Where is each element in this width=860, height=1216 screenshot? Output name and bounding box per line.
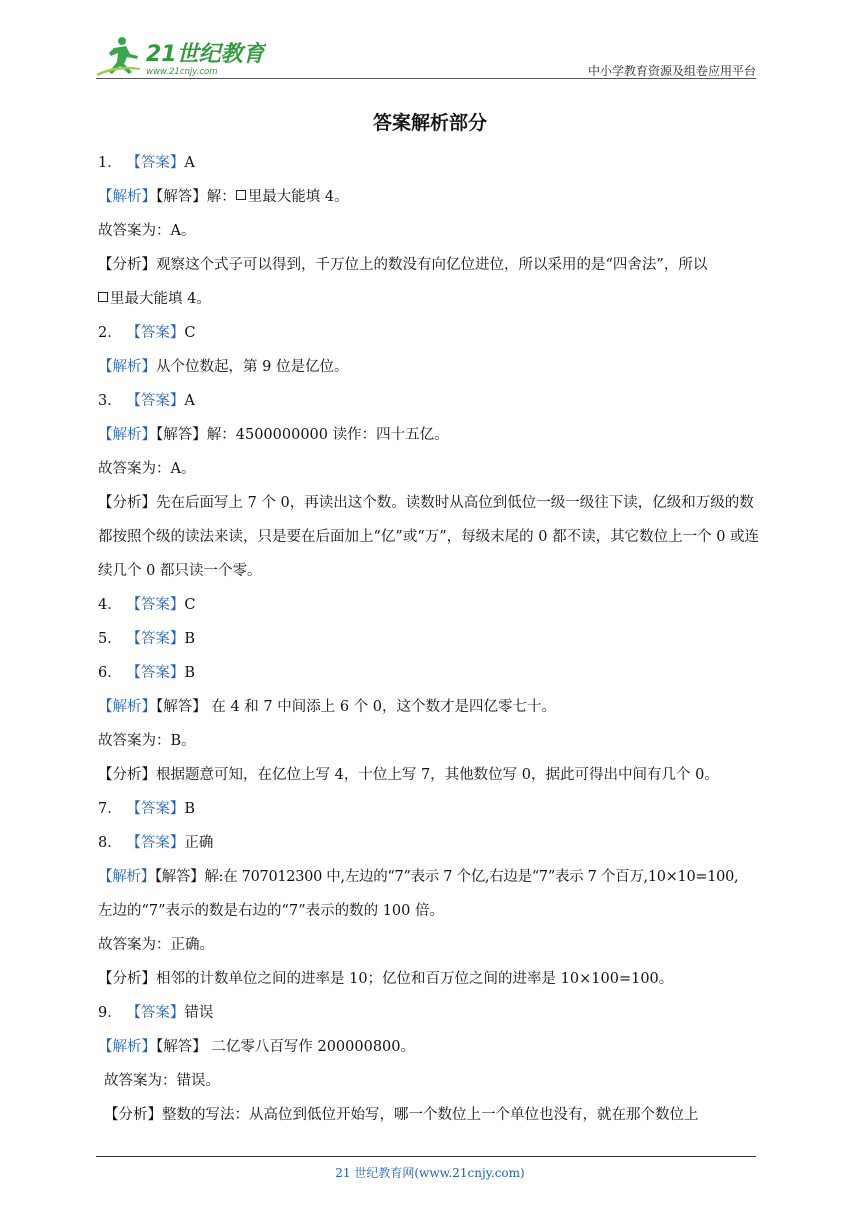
conclusion-q9: 故答案为：错误。 (104, 1073, 220, 1089)
conclusion-q1: 故答案为：A。 (98, 223, 196, 239)
answer-line-q9: 9． 【答案】错误 (98, 1005, 214, 1021)
solution-line-q6: 【解析】【解答】 在 4 和 7 中间添上 6 个 0，这个数才是四亿零七十。 (98, 699, 557, 715)
logo-url: www.21cnjy.com (146, 67, 218, 77)
logo-text: 21世纪教育 (146, 42, 265, 67)
platform-name: 中小学教育资源及组卷应用平台 (587, 64, 756, 78)
fenxi-q3: 【分析】先在后面写上 7 个 0，再读出这个数。读数时从高位到低位一级一级往下读，亿级和万级的数都按照个级的读法来读，只是要在后面加上“亿”或“万”，每级末尾的 0 都不读，其它数位上一个 0 或连续几个 0 都只读一个零。 (98, 495, 760, 579)
fenxi-q8: 【分析】相邻的计数单位之间的进率是 10；亿位和百万位之间的进率是 10×100=100。 (98, 971, 674, 987)
fenxi-line-q1-cont: 里最大能填 4。 (98, 282, 762, 316)
conclusion-q6: 故答案为：B。 (98, 733, 196, 749)
page-header (96, 34, 756, 78)
answer-line-q1: 1． 【答案】A (98, 155, 195, 171)
footer-divider (96, 1156, 756, 1157)
answer-line-q4: 4． 【答案】C (98, 597, 196, 613)
conclusion-q8: 故答案为：正确。 (98, 937, 214, 953)
blank-box-icon (236, 190, 246, 200)
solution-line-q1: 【解析】【解答】解： 里最大能填 4。 (98, 189, 349, 205)
solution-line-q8: 【解析】【解答】解:在 707012300 中,左边的“7”表示 7 个亿,右边是“7”表示 7 个百万,10×10=100, (98, 869, 739, 885)
answer-content (98, 146, 762, 1132)
answer-line-q2: 2． 【答案】C (98, 325, 196, 341)
answer-line-q3: 3． 【答案】A (98, 393, 195, 409)
answer-tag: 【答案】 (126, 155, 185, 171)
page-title: 答案解析部分 (372, 112, 487, 134)
header-divider (96, 78, 756, 79)
answer-line-q6: 6． 【答案】B (98, 665, 195, 681)
conclusion-q3: 故答案为：A。 (98, 461, 196, 477)
fenxi-q9: 【分析】整数的写法：从高位到低位开始写，哪一个数位上一个单位也没有，就在那个数位上 (104, 1107, 699, 1123)
analysis-line-q2: 【解析】从个位数起，第 9 位是亿位。 (98, 359, 349, 375)
fenxi-q6: 【分析】根据题意可知，在亿位上写 4，十位上写 7，其他数位写 0，据此可得出中间有几个 0。 (98, 767, 719, 783)
runner-icon (96, 37, 140, 76)
logo (96, 34, 266, 78)
answer-line-q8: 8． 【答案】正确 (98, 835, 214, 851)
analysis-tag: 【解析】 (98, 189, 156, 205)
solution-line-q9: 【解析】【解答】 二亿零八百写作 200000800。 (98, 1039, 415, 1055)
page-footer: 21 世纪教育网(www.21cnjy.com) (335, 1166, 525, 1180)
fenxi-line-q1: 【分析】观察这个式子可以得到，千万位上的数没有向亿位进位，所以采用的是“四舍法”，所以 (98, 257, 708, 273)
answer-line-q7: 7． 【答案】B (98, 801, 195, 817)
solution-line-q3: 【解析】【解答】解：4500000000 读作：四十五亿。 (98, 427, 449, 443)
answer-line-q5: 5． 【答案】B (98, 631, 195, 647)
blank-box-icon (98, 292, 108, 302)
solution-line-q8-cont: 左边的“7”表示的数是右边的“7”表示的数的 100 倍。 (98, 903, 444, 919)
